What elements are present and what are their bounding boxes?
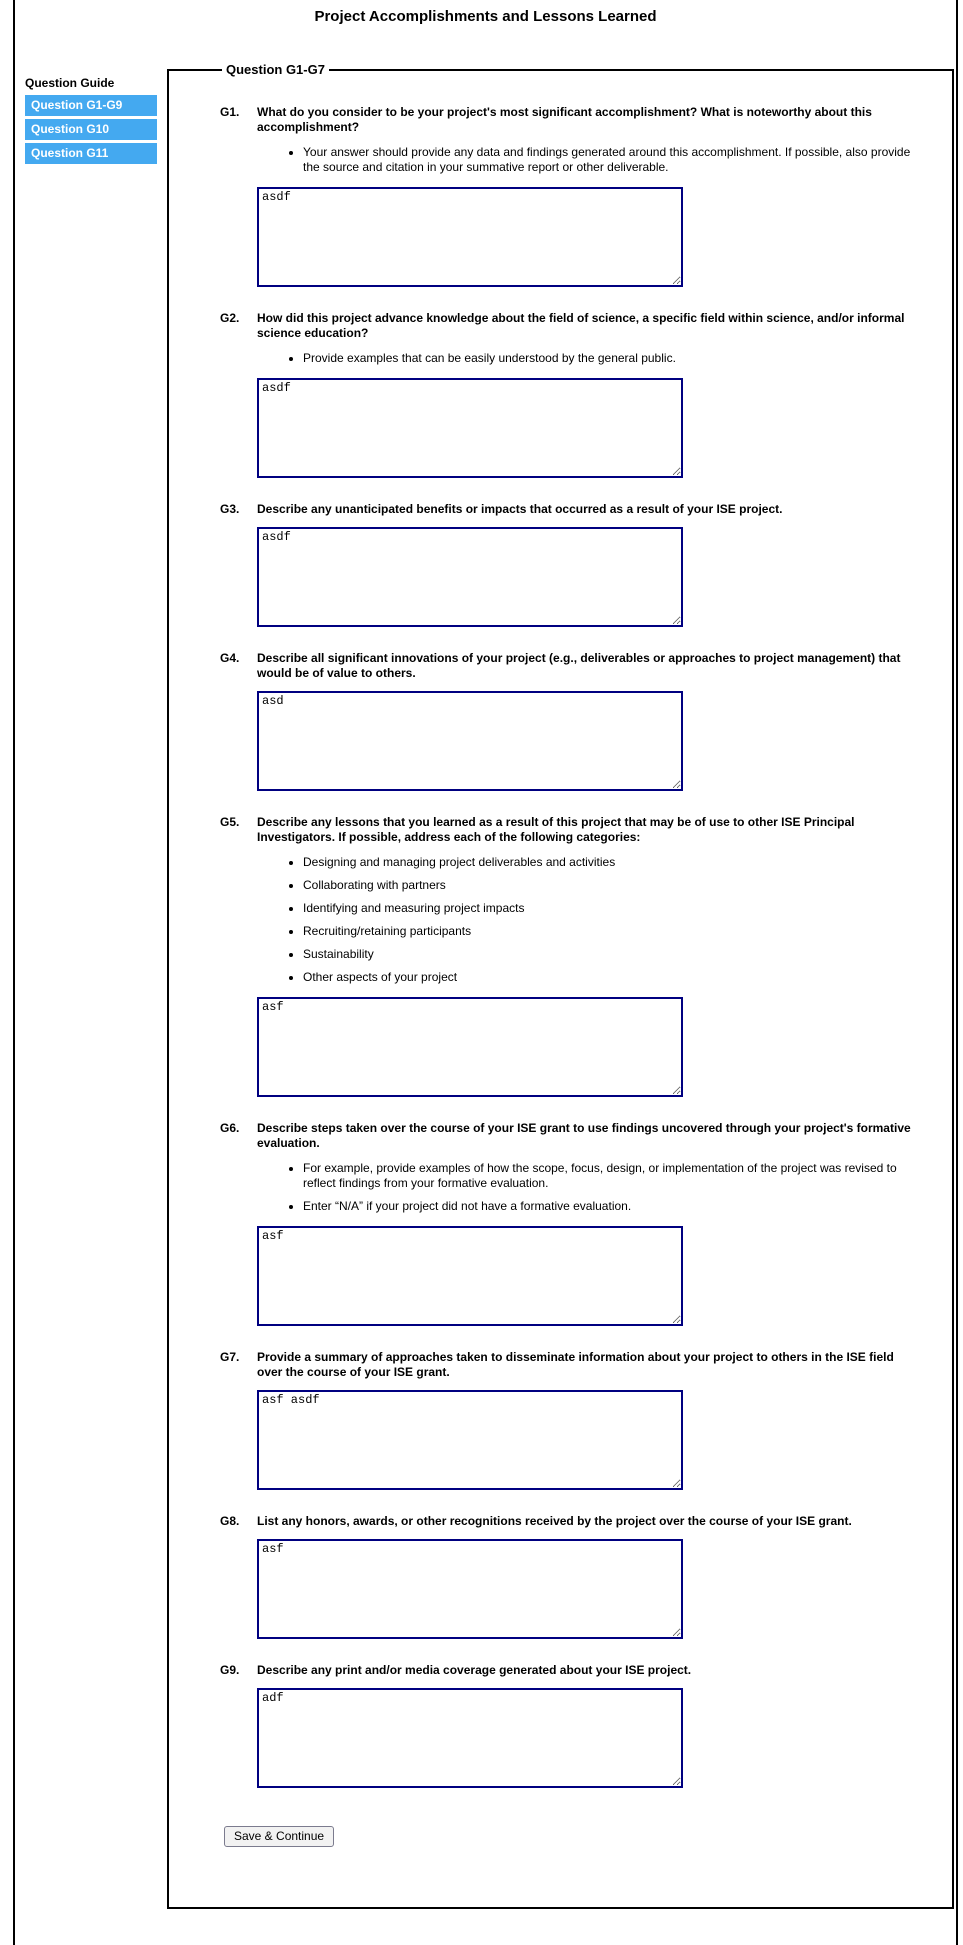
- question-body: [257, 502, 922, 627]
- hint-item: • Collaborating with partners: [303, 878, 922, 893]
- hint-item: • For example, provide examples of how the scope, focus, design, or implementation of the project was revised to reflect findings from your formative evaluation.: [303, 1161, 922, 1191]
- question-hints: [257, 351, 922, 366]
- question-number: G8.: [220, 1514, 240, 1528]
- question-text: List any honors, awards, or other recognitions received by the project over the course of your ISE grant.: [257, 1514, 852, 1528]
- hint-item: • Recruiting/retaining participants: [303, 924, 922, 939]
- answer-textarea-g7[interactable]: [257, 1390, 683, 1490]
- question-body: [257, 815, 922, 1097]
- save-and-continue-button[interactable]: Save & Continue: [224, 1826, 334, 1847]
- sidebar-item-question-g11[interactable]: Question G11: [25, 143, 157, 164]
- question-text: Describe steps taken over the course of your ISE grant to use findings uncovered through your project's formative evaluation.: [257, 1121, 911, 1150]
- question-hints: [257, 1161, 922, 1214]
- question-number: G6.: [220, 1121, 240, 1135]
- question-hints: [257, 855, 922, 985]
- question-text: Describe any lessons that you learned as a result of this project that may be of use to other ISE Principal Investigators. If possible, address each of the following categories:: [257, 815, 855, 844]
- question-block: [220, 105, 922, 287]
- question-text: How did this project advance knowledge about the field of science, a specific field within science, and/or informal science education?: [257, 311, 905, 340]
- question-block: [220, 815, 922, 1097]
- answer-textarea-g1[interactable]: [257, 187, 683, 287]
- answer-textarea-g4[interactable]: [257, 691, 683, 791]
- question-block: [220, 1121, 922, 1326]
- question-body: [257, 105, 922, 287]
- question-hints: [257, 145, 922, 175]
- page-title: Project Accomplishments and Lessons Learned: [314, 8, 657, 25]
- question-text: Describe all significant innovations of your project (e.g., deliverables or approaches to project management) that would be of value to others.: [257, 651, 901, 680]
- question-fieldset: [167, 62, 954, 1909]
- question-text: Describe any print and/or media coverage generated about your ISE project.: [257, 1663, 692, 1677]
- question-block: [220, 502, 922, 627]
- question-text: Describe any unanticipated benefits or impacts that occurred as a result of your ISE project.: [257, 502, 783, 516]
- hint-item: • Provide examples that can be easily understood by the general public.: [303, 351, 922, 366]
- question-number: G7.: [220, 1350, 240, 1364]
- question-number: G5.: [220, 815, 240, 829]
- sidebar-nav: [25, 95, 161, 164]
- question-number: G2.: [220, 311, 240, 325]
- answer-textarea-g3[interactable]: [257, 527, 683, 627]
- questions-container: [220, 105, 922, 1788]
- sidebar-item-question-g1-g9[interactable]: Question G1-G9: [25, 95, 157, 116]
- hint-item: • Your answer should provide any data and findings generated around this accomplishment. If possible, also provide the source and citation in your summative report or other deliverable.: [303, 145, 922, 175]
- hint-item: • Enter “N/A” if your project did not have a formative evaluation.: [303, 1199, 922, 1214]
- question-text: Provide a summary of approaches taken to disseminate information about your project to others in the ISE field over the course of your ISE grant.: [257, 1350, 894, 1379]
- question-block: [220, 651, 922, 791]
- question-guide-sidebar: [25, 76, 161, 167]
- hint-item: • Sustainability: [303, 947, 922, 962]
- fieldset-legend: Question G1-G7: [226, 62, 325, 77]
- answer-textarea-g9[interactable]: [257, 1688, 683, 1788]
- answer-textarea-g5[interactable]: [257, 997, 683, 1097]
- answer-textarea-g2[interactable]: [257, 378, 683, 478]
- answer-textarea-g8[interactable]: [257, 1539, 683, 1639]
- hint-item: • Designing and managing project deliverables and activities: [303, 855, 922, 870]
- question-number: G1.: [220, 105, 240, 119]
- question-body: [257, 651, 922, 791]
- hint-item: • Identifying and measuring project impacts: [303, 901, 922, 916]
- question-block: [220, 1350, 922, 1490]
- sidebar-heading: Question Guide: [25, 76, 115, 90]
- sidebar-item-question-g10[interactable]: Question G10: [25, 119, 157, 140]
- answer-textarea-g6[interactable]: [257, 1226, 683, 1326]
- hint-item: • Other aspects of your project: [303, 970, 922, 985]
- page-frame: [13, 0, 958, 1945]
- question-number: G4.: [220, 651, 240, 665]
- question-block: [220, 311, 922, 478]
- question-block: [220, 1514, 922, 1639]
- question-body: [257, 311, 922, 478]
- question-number: G9.: [220, 1663, 240, 1677]
- question-text: What do you consider to be your project's most significant accomplishment? What is noteworthy about this accomplishment?: [257, 105, 872, 134]
- question-block: [220, 1663, 922, 1788]
- question-body: [257, 1663, 922, 1788]
- question-number: G3.: [220, 502, 240, 516]
- question-body: [257, 1121, 922, 1326]
- question-body: [257, 1350, 922, 1490]
- question-body: [257, 1514, 922, 1639]
